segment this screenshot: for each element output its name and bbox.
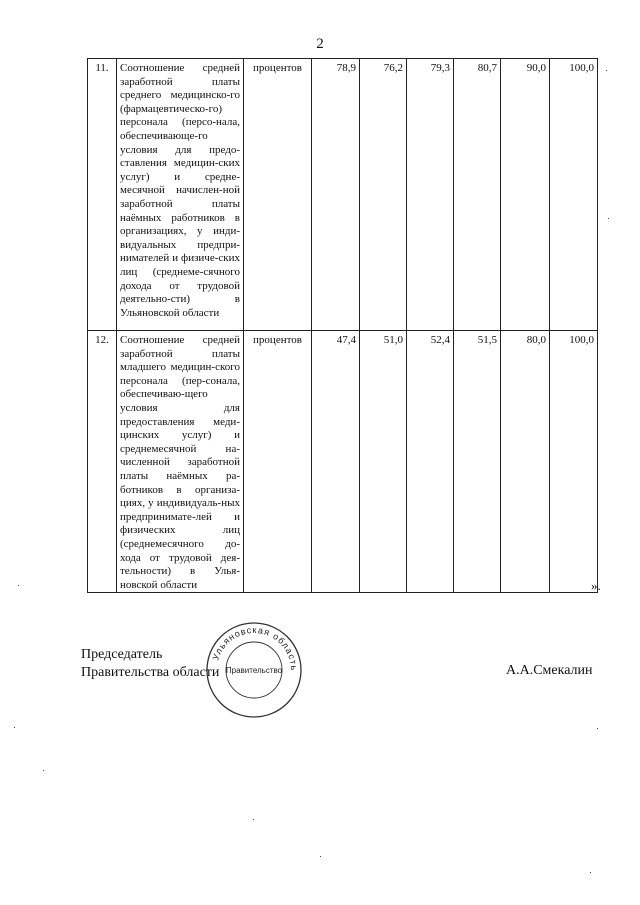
scan-speck — [606, 70, 607, 71]
svg-text:Правительство: Правительство — [225, 666, 283, 675]
scan-speck — [320, 856, 321, 857]
scan-speck — [14, 727, 15, 728]
value-cell: 51,0 — [360, 331, 407, 593]
unit-cell: процентов — [244, 59, 312, 331]
table-row — [88, 59, 598, 331]
value-cell: 80,0 — [501, 331, 550, 593]
official-seal — [204, 620, 304, 720]
scan-speck — [597, 728, 598, 729]
value-cell: 76,2 — [360, 59, 407, 331]
unit-cell: процентов — [244, 331, 312, 593]
indicators-table — [87, 58, 598, 593]
signature-title-line-1: Председатель — [81, 647, 163, 662]
signature-title — [81, 646, 219, 682]
indicator-description: Соотношение средней заработной платы среднего медицинско-го (фармацевтическо-го) персонала (персо-нала, обеспечивающе-го условия для предо-ставления медицин-ских услуг) и средне-месячной начислен-ной заработной платы наёмных работников в организациях, у инди-видуальных предпри-нимателей и физиче-ских лиц (среднеме-сячного дохода от трудовой деятельно-сти) в Ульяновской области — [117, 59, 244, 331]
scan-speck — [43, 770, 44, 771]
indicator-description: Соотношение средней заработной платы младшего медицин-ского персонала (пер-сонала, обеспечиваю-щего условия для предоставления меди-цинских услуг) и среднемесячной на-численной заработной платы наёмных ра-ботников в организа-циях, у индивидуаль-ных предпринимате-лей и физических лиц (среднемесячного до-хода от трудовой дея-тельности) в Улья-новской области — [117, 331, 244, 593]
value-cell: 100,0 — [550, 59, 598, 331]
scan-speck — [608, 218, 609, 219]
row-number: 12. — [88, 331, 117, 593]
table-row — [88, 331, 598, 593]
value-cell: 47,4 — [312, 331, 360, 593]
value-cell: 100,0 — [550, 331, 598, 593]
scan-speck — [590, 872, 591, 873]
page-number: 2 — [316, 36, 324, 52]
svg-text:Ульяновская область: Ульяновская область — [210, 624, 300, 672]
row-number: 11. — [88, 59, 117, 331]
value-cell: 78,9 — [312, 59, 360, 331]
value-cell: 52,4 — [407, 331, 454, 593]
value-cell: 80,7 — [454, 59, 501, 331]
signature-title-line-2: Правительства области — [81, 665, 220, 680]
signature-name: А.А.Смекалин — [506, 663, 593, 678]
value-cell: 90,0 — [501, 59, 550, 331]
closing-quote: ». — [591, 578, 601, 593]
value-cell: 51,5 — [454, 331, 501, 593]
value-cell: 79,3 — [407, 59, 454, 331]
scan-speck — [253, 819, 254, 820]
scan-speck — [18, 585, 19, 586]
